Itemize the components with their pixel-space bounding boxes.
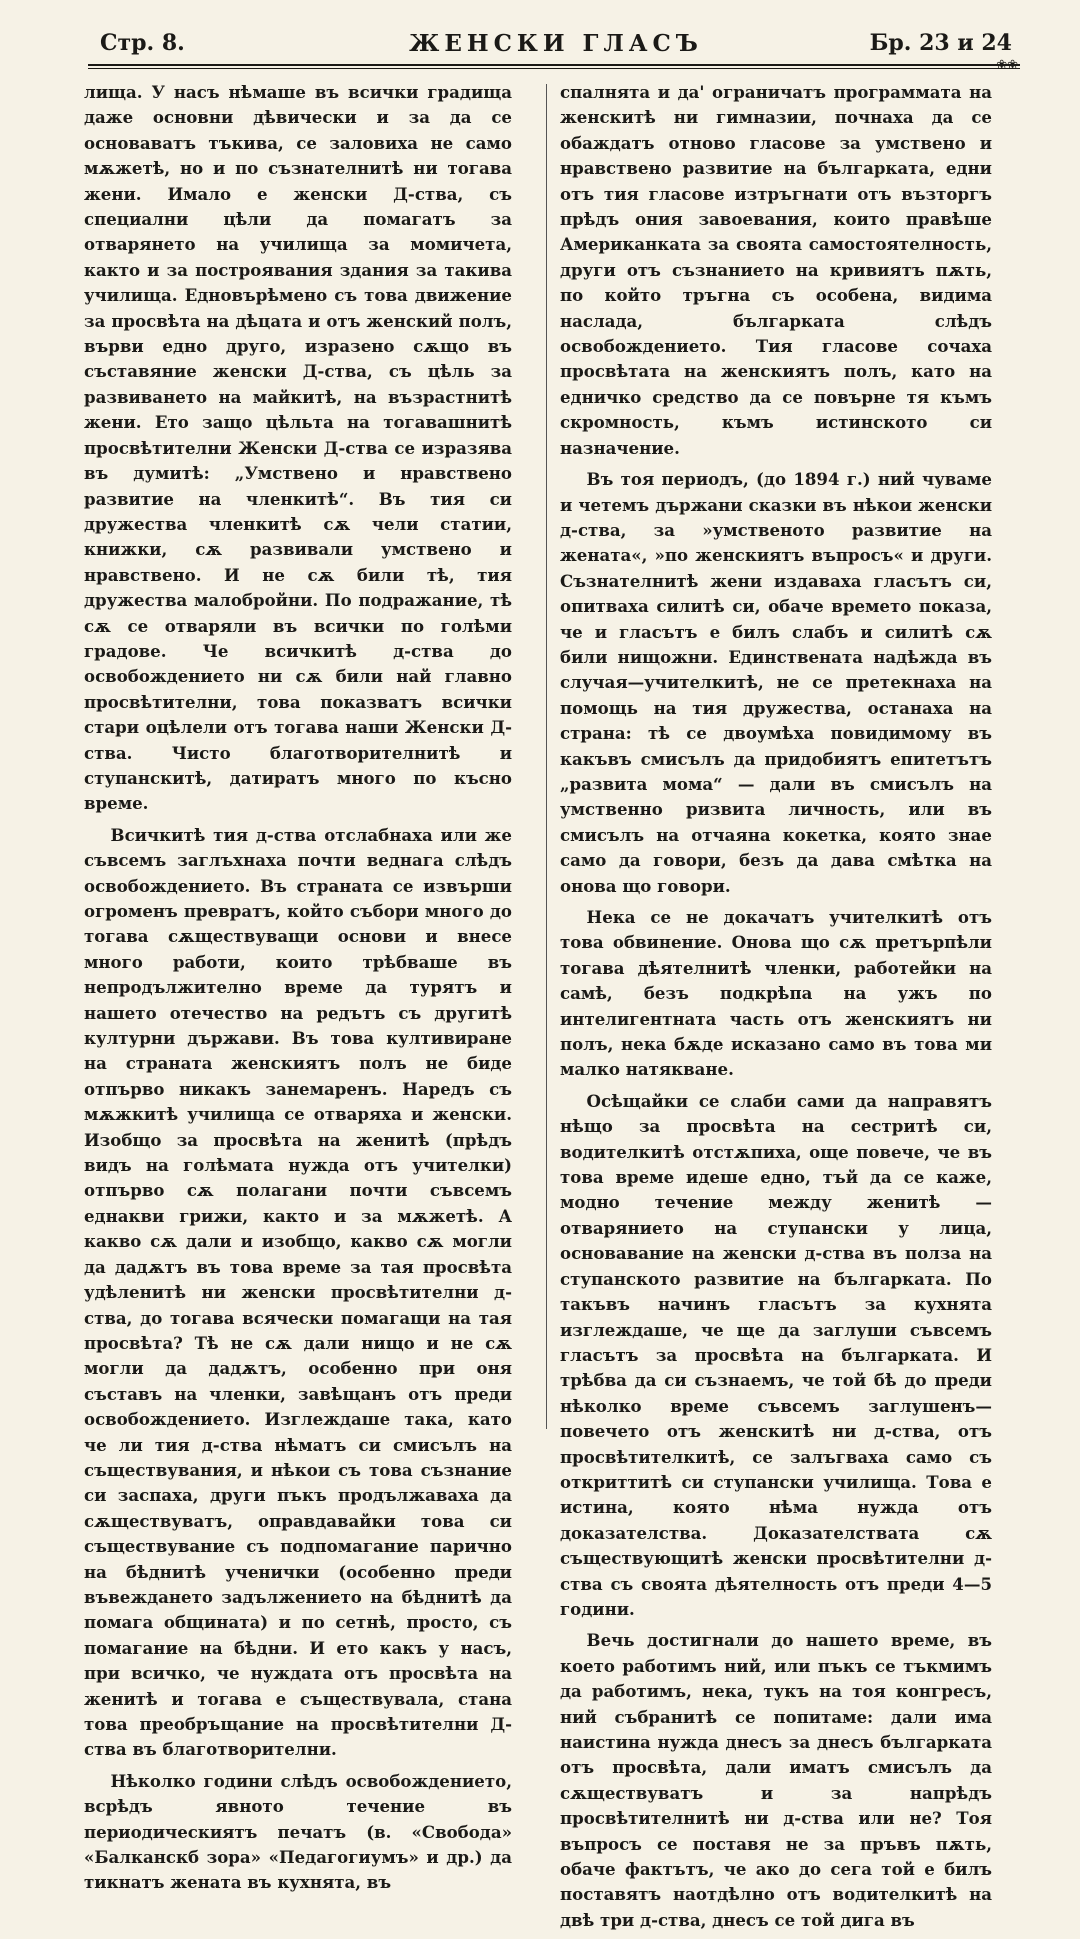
journal-title: ЖЕНСКИ ГЛАСЪ (409, 30, 703, 57)
paragraph: Нека се не докачатъ учителкитѣ отъ това обвинение. Онова що сѫ претърпѣли тогава дѣятелнитѣ членки, работейки на самѣ, безъ подкрѣпа на ужъ по интелигентната часть отъ женскиятъ ни полъ, нека бѫде исказано само въ това ми малко натякване. (560, 907, 992, 1080)
page-number: Стр. 8. (100, 30, 185, 56)
paragraph: Нѣколко години слѣдъ освобождението, всрѣдъ явното течение въ периодическиятъ печатъ (в. «Свобода» «Балканскб зора» «Педагогиумъ» и др.) да тикнатъ жената въ кухнята, въ (84, 1770, 512, 1893)
paragraph: Въ тоя периодъ, (до 1894 г.) ний чуваме и четемъ държани сказки въ нѣкои женски д-ства, за »умственото развитие на жената«, »по женскиятъ въпросъ« и други. Съзнателнитѣ жени издаваха гласътъ си, опитваха силитѣ си, обаче времето показа, че и гласътъ е билъ слабъ и силитѣ сѫ били нищожни. Единствената надѣжда въ случая—учителкитѣ, не се претекнаха на помощь на тия дружества, останаха на страна: тѣ се двоумѣха повидимому въ какъвъ смисълъ да придобиятъ епитетътъ „развита мома“ — дали въ смисълъ на умственно ризвита личность, или въ смисълъ на отчаяна кокетка, която знае само да говори, безъ да дава смѣтка на онова що говори. (560, 469, 992, 896)
left-column (84, 80, 512, 1902)
paragraph: Осѣщайки се слаби сами да направятъ нѣщо за просвѣта на сестритѣ си, водителкитѣ отстѫпиха, още повече, че въ това време идеше едно, тъй да се каже, модно течение между женитѣ — отварянието на ступански у лица, основавание на женски д-ства въ полза на ступанското развитие на българката. По такъвъ начинъ гласътъ за кухнята изглеждаше, че ще да заглуши съвсемъ гласътъ за просвѣта на българката. И трѣбва да си съзнаемъ, че той бѣ до преди нѣколко време съвсемъ заглушенъ—повечето отъ женскитѣ ни д-ства, отъ просвѣтителкитѣ, се залъгваха само съ откриттитѣ си ступански училища. Товa е истина, която нѣма нужда отъ доказателства. Доказателствата сѫ съществующитѣ женски просвѣтителни д-ства съ своята дѣятелность отъ преди 4—5 години. (560, 1090, 992, 1619)
header-rule (88, 64, 1020, 66)
ornament-icon: ❀❀ (996, 58, 1018, 73)
issue-number: Бр. 23 и 24 (869, 30, 1012, 56)
page-header (100, 30, 1012, 64)
paragraph: Вечь достигнали до нашето време, въ което работимъ ний, или пъкъ се тъкмимъ да работимъ, нека, тукъ на тоя конгресъ, ний събранитѣ се попитаме: дали има наистина нужда днесъ за днесъ българката отъ просвѣта, дали иматъ смисълъ да сѫществуватъ и за напрѣдъ просвѣтителнитѣ ни д-ства или не? Тоя въпросъ се поставя не за пръвъ пѫть, обаче фактътъ, че ако до сега той е билъ поставятъ наотдѣлно отъ водителкитѣ на двѣ три д-ства, днесъ се той дига въ (560, 1630, 992, 1930)
paragraph: лища. У насъ нѣмаше въ всички градища даже основни дѣвически и за да се основаватъ тъкива, се заловиха не само мѫжетѣ, но и по съзнателнитѣ ни тогава жени. Имало е женски Д-ства, съ специални цѣли да помагатъ за отварянето на училища за момичета, както и за построявания здания за такива училища. Едновърѣмено съ това движение за просвѣта на дѣцата и отъ женский полъ, върви едно друго, изразено сѫщо въ съставяние женски Д-ства, съ цѣль за развиването на майкитѣ, на възрастнитѣ жени. Ето защо цѣльта на тогавашнитѣ просвѣтителни Женски Д-ства се изразява въ думитѣ: „Умствено и нравствено развитие на членкитѣ“. Въ тия си дружества членкитѣ сѫ чели статии, книжки, сѫ развивали умствено и нравствено. И не сѫ били тѣ, тия дружества малобройни. По подражание, тѣ сѫ се отваряли въ всички по голѣми градове. Че всичкитѣ д-ства до освобождението ни сѫ били най главно просвѣтителни, това показватъ всички стари оцѣлели отъ тогава наши Женски Д-ства. Чисто благотворителнитѣ и ступанскитѣ, датиратъ много по късно време. (84, 82, 512, 814)
right-column (560, 80, 992, 1939)
paragraph: спалнята и да' ограничатъ программата на женскитѣ ни гимназии, почнаха да се обаждатъ отново гласове за умствено и нравствено развитие на българката, едни отъ тия гласове изтръгнати отъ възторгъ прѣдъ ония завоевания, които правѣше Американката за своята самостоятелность, други отъ съзнанието на кривиятъ пѫть, по който тръгна съ особена, видима наслада, българката слѣдъ освобождението. Тия гласове сочаха просвѣтата на женскиятъ полъ, като на едничко средство да се повърне тя къмъ скромность, къмъ истинското си назначение. (560, 82, 992, 458)
column-divider (546, 84, 547, 1429)
paragraph: Всичкитѣ тия д-ства отслабнаха или же съвсемъ заглъхнаха почти веднага слѣдъ освобождението. Въ страната се извърши огроменъ превратъ, който събори много до тогава сѫществуващи основи и внесе много работи, които трѣбваше въ непродължително време да турятъ и нашето отечество на редътъ съ другитѣ културни държави. Въ това култивиране на страната женскиятъ полъ не биде отпърво никакъ занемаренъ. Наредъ съ мѫжкитѣ училища се отваряха и женски. Изобщо за просвѣта на женитѣ (прѣдъ видъ на голѣмата нужда отъ учителки) отпърво сѫ полагани почти съвсемъ еднакви грижи, както и за мѫжетѣ. А какво сѫ дали и изобщо, какво сѫ могли да дадѫтъ въ това време за тая просвѣта удѣленитѣ ни женски просвѣтителни д-ства, до тогава всячески помагащи на тая просвѣта? Тѣ не сѫ дали нищо и не сѫ могли да дадѫтъ, особенно при оня съставъ на членки, завѣщанъ отъ преди освобождението. Изглеждаше така, като че ли тия д-ства нѣматъ си смисълъ на съществувания, и нѣкои съ това съзнание си заспаха, други пъкъ продължаваха да сѫществуватъ, оправдавайки това си съществувание съ подпомагание парично на бѣднитѣ ученички (особенно преди въвеждането задължението на бѣднитѣ да помага общината) и по сетнѣ, просто, съ помагание на бѣдни. И ето какъ у насъ, при всичко, че нуждата отъ просвѣта на женитѣ и тогава е съществувала, стана това преобръщание на просвѣтителни Д-ства въ благотворителни. (84, 824, 512, 1760)
header-rule-thin (88, 68, 1020, 69)
